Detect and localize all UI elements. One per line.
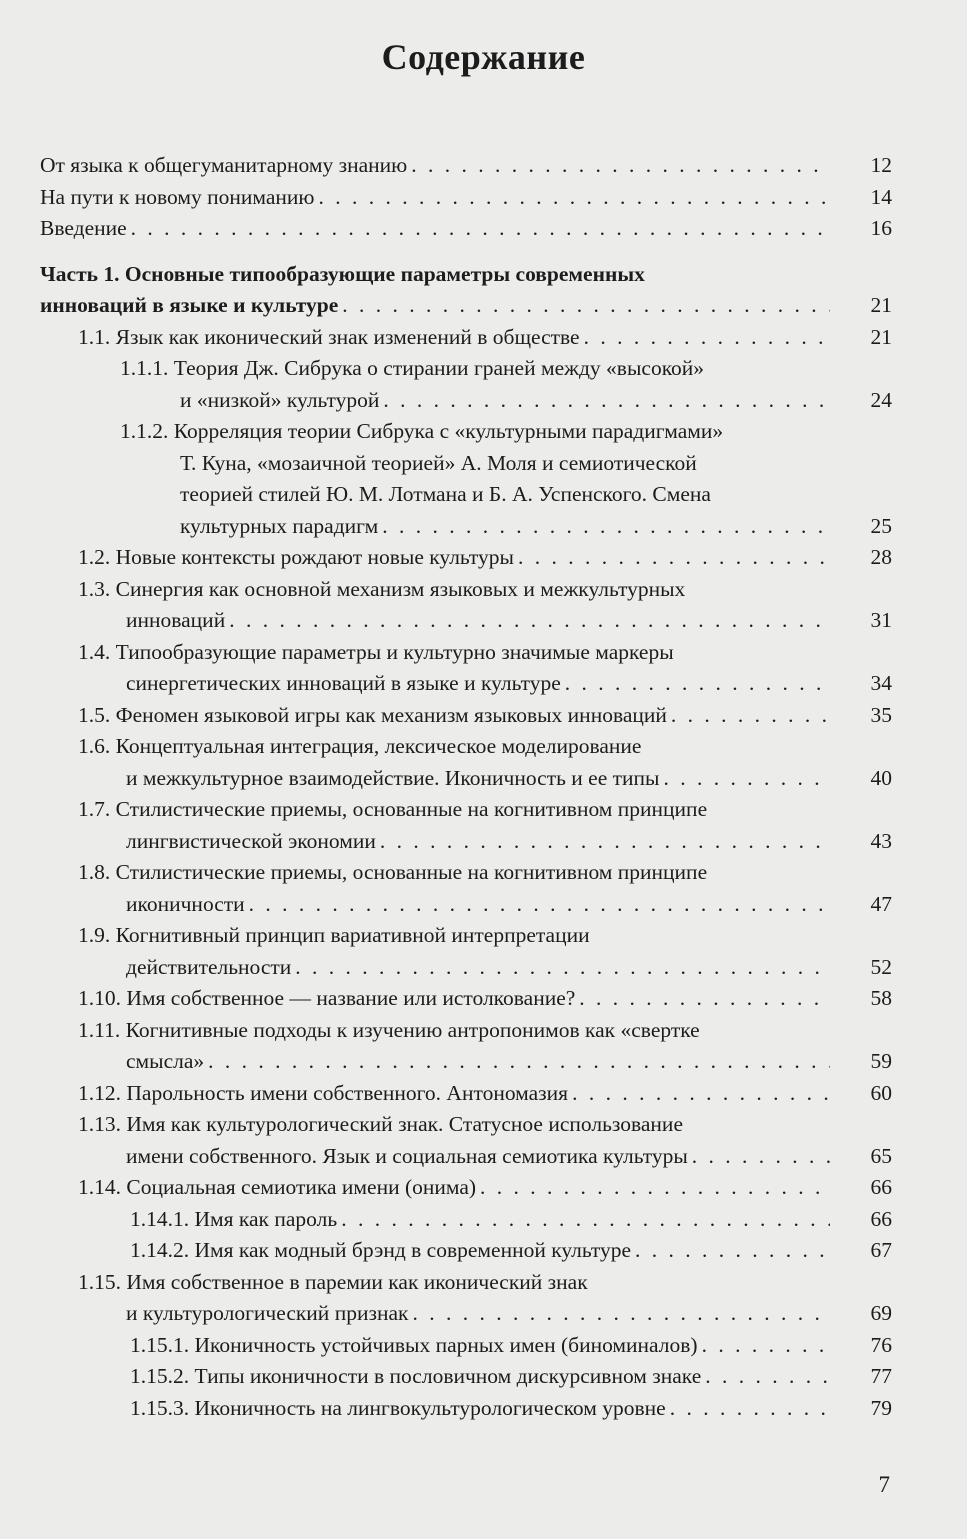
toc-entry[interactable] bbox=[40, 574, 892, 637]
toc-entry[interactable] bbox=[40, 857, 892, 920]
toc-page-number: 79 bbox=[870, 1395, 892, 1420]
toc-entry-title: имени собственного. Язык и социальная семиотика культуры bbox=[126, 1143, 688, 1168]
toc-entry-title: 1.12. Парольность имени собственного. Антономазия bbox=[78, 1080, 569, 1105]
dot-leader bbox=[383, 385, 830, 417]
toc-entry[interactable] bbox=[40, 794, 892, 857]
toc-entry[interactable] bbox=[40, 1204, 892, 1236]
dot-leader bbox=[702, 1330, 830, 1362]
toc-page-number: 34 bbox=[870, 671, 892, 695]
toc-page-number: 21 bbox=[870, 293, 892, 317]
toc-entry-title: инноваций bbox=[126, 608, 226, 632]
toc-entry[interactable] bbox=[40, 983, 892, 1015]
dot-leader bbox=[480, 1172, 830, 1204]
toc-entry-title: 1.10. Имя собственное — название или истолкование? bbox=[78, 986, 576, 1010]
dot-leader bbox=[229, 605, 830, 637]
dot-leader bbox=[635, 1235, 830, 1267]
toc-page-number: 60 bbox=[870, 1080, 892, 1105]
toc-page-number: 43 bbox=[870, 828, 892, 853]
toc-entry-title: На пути к новому пониманию bbox=[40, 184, 315, 209]
toc-page-number: 40 bbox=[870, 765, 892, 790]
toc-entry[interactable] bbox=[40, 150, 892, 182]
page-title: Содержание bbox=[381, 37, 586, 77]
toc-entry-line: 1.7. Стилистические приемы, основанные на когнитивном принципе bbox=[78, 797, 708, 821]
toc-entry-line: 1.13. Имя как культурологический знак. Статусное использование bbox=[78, 1112, 683, 1136]
toc-entry-title: действительности bbox=[126, 954, 292, 979]
toc-page-number: 21 bbox=[870, 324, 892, 349]
toc-entry-title: и «низкой» культурой bbox=[180, 387, 380, 412]
toc-entry-title: 1.2. Новые контексты рождают новые культуры bbox=[78, 545, 514, 569]
toc-entry-line: 1.15. Имя собственное в паремии как иконический знак bbox=[78, 1269, 588, 1294]
dot-leader bbox=[670, 1393, 830, 1425]
toc-entry-line: 1.4. Типообразующие параметры и культурно значимые маркеры bbox=[78, 639, 674, 664]
toc-page-number: 76 bbox=[870, 1332, 892, 1357]
toc-entry[interactable] bbox=[40, 920, 892, 983]
toc-entry[interactable] bbox=[40, 1109, 892, 1172]
dot-leader bbox=[318, 182, 830, 214]
dot-leader bbox=[208, 1046, 830, 1078]
toc-entry-line: 1.11. Когнитивные подходы к изучению антропонимов как «свертке bbox=[78, 1017, 700, 1042]
toc-entry[interactable] bbox=[40, 700, 892, 732]
toc-entry[interactable] bbox=[40, 416, 892, 542]
dot-leader bbox=[518, 542, 830, 574]
dot-leader bbox=[382, 511, 830, 543]
toc-entry[interactable] bbox=[40, 637, 892, 700]
toc-entry[interactable] bbox=[40, 1361, 892, 1393]
toc-page-number: 66 bbox=[870, 1175, 892, 1199]
toc-entry[interactable] bbox=[40, 1235, 892, 1267]
dot-leader bbox=[671, 700, 830, 732]
toc-entry[interactable] bbox=[40, 731, 892, 794]
toc-entry-line: Т. Куна, «мозаичной теорией» А. Моля и семиотической bbox=[180, 450, 697, 475]
table-of-contents bbox=[40, 150, 892, 1424]
toc-entry-line: 1.8. Стилистические приемы, основанные на когнитивном принципе bbox=[78, 860, 708, 884]
dot-leader bbox=[705, 1361, 830, 1393]
toc-page-number: 77 bbox=[870, 1364, 892, 1388]
toc-entry-title: лингвистической экономии bbox=[126, 828, 376, 853]
toc-entry[interactable] bbox=[40, 1330, 892, 1362]
page-number: 7 bbox=[878, 1472, 890, 1497]
dot-leader bbox=[249, 889, 830, 921]
dot-leader bbox=[131, 213, 830, 245]
toc-entry-title: синергетических инноваций в языке и культуре bbox=[126, 671, 561, 695]
toc-entry-title: 1.15.3. Иконичность на лингвокультурологическом уровне bbox=[130, 1395, 666, 1420]
toc-entry[interactable] bbox=[40, 1172, 892, 1204]
toc-entry-title: 1.5. Феномен языковой игры как механизм языковых инноваций bbox=[78, 702, 667, 727]
toc-entry-title: и межкультурное взаимодействие. Иконичность и ее типы bbox=[126, 765, 660, 790]
toc-entry-line: 1.9. Когнитивный принцип вариативной интерпретации bbox=[78, 923, 590, 947]
dot-leader bbox=[565, 668, 830, 700]
toc-entry[interactable] bbox=[40, 1015, 892, 1078]
toc-entry-title: культурных парадигм bbox=[180, 513, 379, 538]
toc-entry-title: иконичности bbox=[126, 891, 245, 916]
toc-entry-title: 1.14. Социальная семиотика имени (онима) bbox=[78, 1175, 477, 1199]
toc-entry-title: 1.1. Язык как иконический знак изменений в обществе bbox=[78, 324, 580, 349]
toc-page-number: 69 bbox=[870, 1301, 892, 1325]
toc-entry[interactable] bbox=[40, 1267, 892, 1330]
toc-page-number: 35 bbox=[870, 702, 892, 727]
dot-leader bbox=[341, 1204, 830, 1236]
dot-leader bbox=[584, 322, 830, 354]
toc-page-number: 25 bbox=[870, 513, 892, 538]
dot-leader bbox=[692, 1141, 830, 1173]
toc-entry-line: Часть 1. Основные типообразующие параметры современных bbox=[40, 261, 645, 286]
toc-page-number: 59 bbox=[870, 1049, 892, 1073]
dot-leader bbox=[579, 983, 830, 1015]
dot-leader bbox=[411, 150, 830, 182]
toc-entry[interactable] bbox=[40, 542, 892, 574]
dot-leader bbox=[342, 290, 830, 322]
toc-entry[interactable] bbox=[40, 213, 892, 245]
toc-page-number: 65 bbox=[870, 1143, 892, 1168]
dot-leader bbox=[380, 826, 830, 858]
toc-entry-title: 1.14.1. Имя как пароль bbox=[130, 1206, 338, 1231]
toc-entry[interactable] bbox=[40, 182, 892, 214]
toc-page-number: 14 bbox=[870, 184, 892, 209]
toc-entry[interactable] bbox=[40, 353, 892, 416]
toc-entry[interactable] bbox=[40, 1078, 892, 1110]
toc-entry-title: инноваций в языке и культуре bbox=[40, 293, 339, 317]
dot-leader bbox=[572, 1078, 830, 1110]
toc-page-number: 52 bbox=[870, 954, 892, 979]
toc-page-number: 24 bbox=[870, 387, 892, 412]
toc-page-number: 47 bbox=[870, 891, 892, 916]
toc-entry[interactable] bbox=[40, 1393, 892, 1425]
toc-page-number: 58 bbox=[870, 986, 892, 1010]
toc-entry-line: 1.1.2. Корреляция теории Сибрука с «культурными парадигмами» bbox=[120, 419, 724, 443]
toc-entry-title: 1.15.1. Иконичность устойчивых парных имен (биноминалов) bbox=[130, 1332, 698, 1357]
dot-leader bbox=[412, 1298, 830, 1330]
toc-entry-line: 1.6. Концептуальная интеграция, лексическое моделирование bbox=[78, 734, 642, 758]
toc-entry[interactable] bbox=[40, 259, 892, 322]
toc-page-number: 67 bbox=[870, 1238, 892, 1262]
toc-entry-line: 1.1.1. Теория Дж. Сибрука о стирании граней между «высокой» bbox=[120, 356, 705, 380]
toc-page-number: 12 bbox=[870, 153, 892, 177]
dot-leader bbox=[295, 952, 830, 984]
dot-leader bbox=[663, 763, 830, 795]
toc-entry[interactable] bbox=[40, 322, 892, 354]
toc-entry-title: От языка к общегуманитарному знанию bbox=[40, 153, 408, 177]
toc-entry-line: теорией стилей Ю. М. Лотмана и Б. А. Успенского. Смена bbox=[180, 482, 711, 506]
toc-entry-line: 1.3. Синергия как основной механизм языковых и межкультурных bbox=[78, 576, 686, 601]
toc-entry-title: 1.14.2. Имя как модный брэнд в современной культуре bbox=[130, 1238, 632, 1262]
toc-page-number: 28 bbox=[870, 545, 892, 569]
toc-entry-title: и культурологический признак bbox=[126, 1301, 409, 1325]
toc-entry-title: Введение bbox=[40, 216, 127, 240]
toc-entry-title: смысла» bbox=[126, 1049, 205, 1073]
toc-page-number: 31 bbox=[870, 608, 892, 632]
toc-entry-title: 1.15.2. Типы иконичности в пословичном дискурсивном знаке bbox=[130, 1364, 702, 1388]
toc-page-number: 16 bbox=[870, 216, 892, 240]
toc-page-number: 66 bbox=[870, 1206, 892, 1231]
